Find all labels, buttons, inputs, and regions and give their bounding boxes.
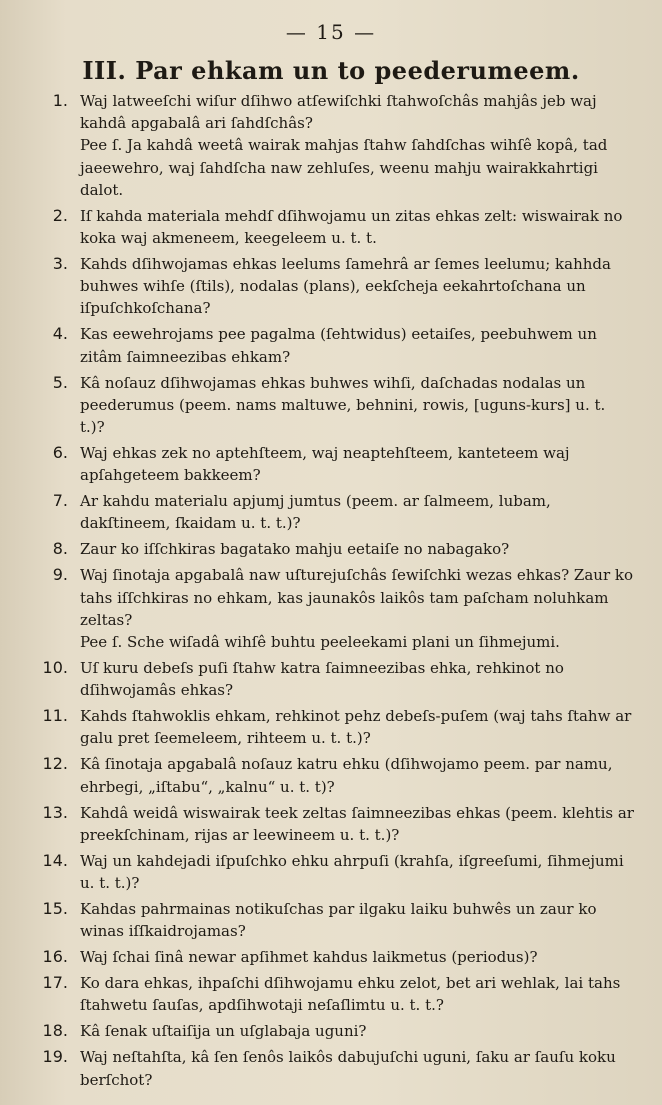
question-number: 7.	[52, 491, 68, 511]
question-item	[0, 372, 662, 439]
question-number: 2.	[52, 205, 68, 225]
question-text: Kahds ſtahwoklis ehkam, rehkinot pehz debeſs-puſem (waj tahs ſtahw ar galu pret ſeemeleem, rihteem u. t. t.)?	[80, 707, 632, 748]
question-text: Kâ ſenak uſtaiſija un uſglabaja uguni?	[80, 1022, 367, 1041]
question-number: 12.	[42, 754, 68, 774]
question-note: Pee ſ. Sche wiſadâ wihſê buhtu peeleekami plani un ſihmejumi.	[80, 633, 560, 652]
question-number: 17.	[42, 973, 68, 993]
question-number: 14.	[42, 850, 68, 870]
question-item	[0, 657, 662, 701]
question-text: Iſ kahda materiala mehdſ dſihwojamu un zitas ehkas zelt: wiswairak no koka waj akmeneem, keegeleem u. t. t.	[80, 206, 623, 248]
question-number: 5.	[52, 372, 68, 392]
question-text: Kâ noſauz dſihwojamas ehkas buhwes wihſi, daſchadas nodalas un peederumus (peem. nams maltuwe, behnini, rowis, [uguns-kurs] u. t. t.)?	[80, 373, 606, 437]
question-text: Waj neſtahſta, kâ ſen ſenôs laikôs dabujuſchi uguni, ſaku ar ſauſu koku berſchot?	[80, 1048, 616, 1089]
question-number: 10.	[42, 658, 68, 678]
question-note: Pee ſ. Ja kahdâ weetâ wairak mahjas ſtahw ſahdſchas wihſê kopâ, tad jaeewehro, waj ſahdſcha naw zehluſes, weenu mahju wairakkahrtigi dalot.	[80, 136, 608, 199]
question-text: Kas eewehrojams pee pagalma (ſehtwidus) eetaiſes, peebuhwem un zitâm ſaimneezibas ehkam?	[80, 325, 597, 366]
question-item	[0, 753, 662, 797]
question-list	[0, 90, 662, 1095]
question-text: Ko dara ehkas, ihpaſchi dſihwojamu ehku zelot, bet ari wehlak, lai tahs ſtahwetu ſauſas, apdſihwotaji neſaſlimtu u. t. t.?	[80, 974, 621, 1015]
question-number: 3.	[52, 254, 68, 274]
question-item	[0, 490, 662, 534]
question-number: 1.	[52, 91, 68, 110]
question-item	[0, 705, 662, 749]
question-text: Zaur ko iſſchkiras bagatako mahju eetaiſe no nabagako?	[80, 540, 510, 559]
question-item	[0, 442, 662, 486]
question-item	[0, 972, 662, 1016]
section-title: III. Par ehkam un to peederumeem.	[82, 56, 580, 85]
question-number: 6.	[52, 443, 68, 463]
question-number: 11.	[42, 706, 68, 726]
question-text: Kahdas pahrmainas notikuſchas par ilgaku laiku buhwês un zaur ko winas iſſkaidrojamas?	[80, 900, 597, 941]
question-item	[0, 323, 662, 367]
question-text: Waj ehkas zek no aptehſteem, waj neaptehſteem, kanteteem waj apſahgeteem bakkeem?	[80, 444, 570, 485]
question-number: 9.	[52, 565, 68, 585]
question-text: Ar kahdu materialu apjumj jumtus (peem. ar ſalmeem, lubam, dakſtineem, ſkaidam u. t. t.)?	[80, 492, 551, 533]
question-item	[0, 564, 662, 653]
question-number: 4.	[52, 324, 68, 344]
question-item	[0, 1046, 662, 1090]
question-item	[0, 90, 662, 201]
question-number: 15.	[42, 899, 68, 919]
question-text: Kahds dſihwojamas ehkas leelums ſamehrâ ar ſemes leelumu; kahhda buhwes wihſe (ſtils), nodalas (plans), eekſcheja eekahrtoſchana un iſpuſchkoſchana?	[80, 255, 611, 318]
question-text: Kahdâ weidâ wiswairak teek zeltas ſaimneezibas ehkas (peem. klehtis ar preekſchinam, rijas ar leewineem u. t. t.)?	[80, 803, 634, 844]
question-item	[0, 538, 662, 560]
question-number: 19.	[42, 1047, 68, 1067]
question-number: 16.	[42, 947, 68, 967]
question-item	[0, 802, 662, 846]
question-item	[0, 946, 662, 968]
question-text: Uſ kuru debeſs puſi ſtahw katra ſaimneezibas ehka, rehkinot no dſihwojamâs ehkas?	[80, 659, 564, 700]
question-text: Waj ſinotaja apgabalâ naw uſturejuſchâs ſewiſchki wezas ehkas? Zaur ko tahs iſſchkiras no ehkam, kas jaunakôs laikôs tam paſcham noluhkam zeltas?	[80, 566, 634, 629]
question-number: 13.	[42, 802, 68, 822]
page-number: — 15 —	[285, 20, 377, 44]
question-item	[0, 253, 662, 320]
question-text: Waj un kahdejadi iſpuſchko ehku ahrpuſi (krahſa, iſgreeſumi, ſihmejumi u. t. t.)?	[80, 851, 624, 893]
question-text: Kâ ſinotaja apgabalâ noſauz katru ehku (dſihwojamo peem. par namu, ehrbegi, „iſtabu“, „kalnu“ u. t. t)?	[80, 755, 613, 796]
question-item	[0, 898, 662, 942]
question-text: Waj latweeſchi wiſur dſihwo atſewiſchki ſtahwoſchâs mahjâs jeb waj kahdâ apgabalâ ari ſahdſchâs?	[80, 92, 597, 133]
question-number: 8.	[52, 539, 68, 559]
question-item	[0, 1020, 662, 1042]
question-item	[0, 850, 662, 894]
question-text: Waj ſchai ſinâ newar apſihmet kahdus laikmetus (periodus)?	[80, 948, 538, 967]
question-number: 18.	[42, 1021, 68, 1041]
question-item	[0, 205, 662, 249]
